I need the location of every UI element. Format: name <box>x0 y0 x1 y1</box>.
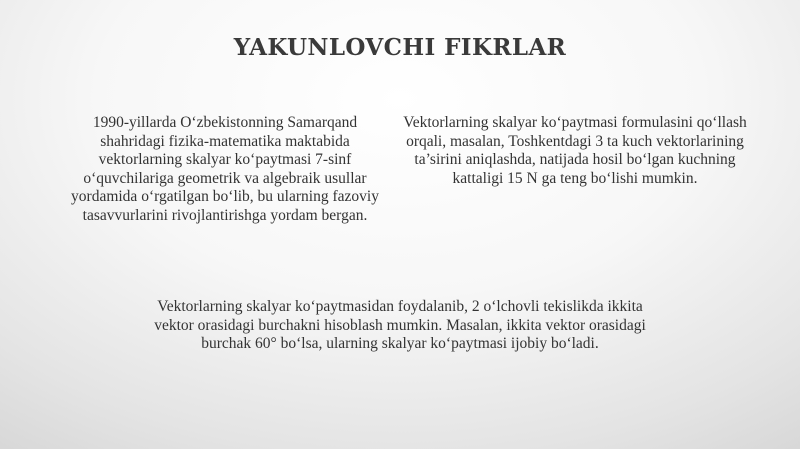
paragraph-bottom: Vektorlarning skalyar ko‘paytmasidan foydalanib, 2 o‘lchovli tekislikda ikkita vektor orasidagi burchakni hisoblash mumkin. Masalan, ikkita vektor orasidagi burchak 60° bo‘lsa, ularning skalyar ko‘paytmasi ijobiy bo‘ladi. <box>154 298 646 352</box>
paragraph-right: Vektorlarning skalyar ko‘paytmasi formulasini qo‘llash orqali, masalan, Toshkentdagi 3 ta kuch vektorlarining ta’sirini aniqlashda, natijada hosil bo‘lgan kuchning kattaligi 15 N ga teng bo‘lishi mumkin. <box>403 114 747 187</box>
slide-title: YAKUNLOVCHI FIKRLAR <box>233 34 567 61</box>
paragraph-left: 1990-yillarda O‘zbekistonning Samarqand shahridagi fizika-matematika maktabida vektorlarning skalyar ko‘paytmasi 7-sinf o‘quvchilariga geometrik va algebraik usullar yordamida o‘rgatilgan bo‘lib, bu ularning fazoviy tasavvurlarini rivojlantirishga yordam bergan. <box>71 114 379 224</box>
